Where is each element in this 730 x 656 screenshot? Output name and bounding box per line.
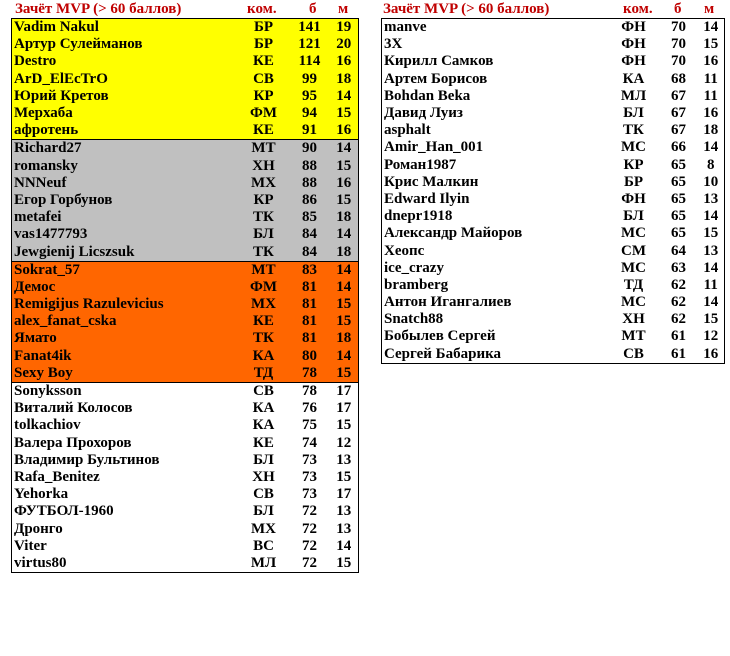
table-row [12,122,359,140]
place-value: 8 [698,157,725,174]
team-code: КА [238,417,290,434]
team-code: СВ [238,71,290,88]
team-code: БР [238,36,290,53]
right-header-place: м [704,1,715,17]
points-value: 84 [290,226,330,243]
team-code: ФН [608,19,660,37]
team-code: МХ [238,175,290,192]
points-value: 65 [660,157,698,174]
points-value: 91 [290,122,330,140]
table-row [382,71,725,88]
table-row [382,225,725,242]
points-value: 65 [660,174,698,191]
player-name: dnepr1918 [382,208,608,225]
player-name: Давид Луиз [382,105,608,122]
player-name: NNNeuf [12,175,238,192]
place-value: 15 [330,417,359,434]
player-name: tolkachiov [12,417,238,434]
player-name: romansky [12,158,238,175]
team-code: МЛ [608,88,660,105]
place-value: 15 [330,192,359,209]
table-row [12,158,359,175]
table-row [382,19,725,37]
player-name: Destro [12,53,238,70]
place-value: 15 [698,225,725,242]
points-value: 72 [290,538,330,555]
points-value: 95 [290,88,330,105]
place-value: 15 [698,36,725,53]
team-code: ВС [238,538,290,555]
points-value: 73 [290,469,330,486]
points-value: 81 [290,313,330,330]
table-row [382,208,725,225]
team-code: МХ [238,296,290,313]
points-value: 72 [290,555,330,573]
team-code: ФМ [238,105,290,122]
place-value: 18 [330,330,359,347]
place-value: 16 [330,175,359,192]
points-value: 67 [660,105,698,122]
place-value: 14 [698,139,725,156]
team-code: ХН [238,469,290,486]
place-value: 19 [330,19,359,37]
right-header-title: Зачёт MVP (> 60 баллов) [383,1,550,17]
player-name: Rafa_Benitez [12,469,238,486]
place-value: 18 [330,243,359,261]
place-value: 16 [330,122,359,140]
table-row [382,328,725,345]
left-table-body [12,19,359,573]
place-value: 15 [330,365,359,383]
place-value: 13 [330,452,359,469]
team-code: МХ [238,520,290,537]
table-row [382,36,725,53]
player-name: Amir_Han_001 [382,139,608,156]
table-row [12,192,359,209]
table-row [12,19,359,37]
table-row [12,555,359,573]
points-value: 72 [290,520,330,537]
place-value: 20 [330,36,359,53]
player-name: Sonyksson [12,382,238,400]
points-value: 70 [660,19,698,37]
table-row [12,36,359,53]
player-name: vas1477793 [12,226,238,243]
left-header-points: б [309,1,317,17]
points-value: 83 [290,261,330,279]
team-code: МТ [238,261,290,279]
team-code: КЕ [238,435,290,452]
player-name: Edward Ilyin [382,191,608,208]
place-value: 10 [698,174,725,191]
table-row [382,277,725,294]
player-name: manve [382,19,608,37]
place-value: 14 [698,208,725,225]
table-row [382,157,725,174]
table-row [12,243,359,261]
table-row [382,191,725,208]
player-name: Бобылев Сергей [382,328,608,345]
place-value: 14 [330,226,359,243]
points-value: 65 [660,191,698,208]
table-row [382,260,725,277]
points-value: 78 [290,365,330,383]
team-code: КР [238,88,290,105]
place-value: 14 [698,260,725,277]
points-value: 86 [290,192,330,209]
table-row [12,348,359,365]
place-value: 18 [330,71,359,88]
table-row [382,242,725,259]
team-code: ТК [238,330,290,347]
place-value: 17 [330,382,359,400]
player-name: ice_crazy [382,260,608,277]
table-row [12,71,359,88]
team-code: СВ [608,346,660,364]
points-value: 67 [660,122,698,139]
points-value: 68 [660,71,698,88]
table-row [12,330,359,347]
place-value: 11 [698,71,725,88]
right-header-team: ком. [623,1,653,17]
left-mvp-table [11,18,359,573]
table-row [12,382,359,400]
team-code: КР [238,192,290,209]
place-value: 11 [698,88,725,105]
table-row [382,53,725,70]
table-row [12,175,359,192]
team-code: КЕ [238,53,290,70]
team-code: КА [238,400,290,417]
player-name: Мерхаба [12,105,238,122]
points-value: 88 [290,158,330,175]
table-row [382,122,725,139]
left-header-team: ком. [247,1,277,17]
place-value: 14 [330,348,359,365]
place-value: 13 [330,520,359,537]
team-code: ТД [608,277,660,294]
points-value: 74 [290,435,330,452]
team-code: ХН [238,158,290,175]
player-name: Кирилл Самков [382,53,608,70]
player-name: Bohdan Beka [382,88,608,105]
player-name: asphalt [382,122,608,139]
table-row [12,226,359,243]
right-mvp-table [381,18,725,364]
player-name: Антон Игангалиев [382,294,608,311]
player-name: Виталий Колосов [12,400,238,417]
team-code: МС [608,225,660,242]
table-row [12,279,359,296]
player-name: Viter [12,538,238,555]
table-row [12,400,359,417]
player-name: афротень [12,122,238,140]
team-code: БЛ [608,208,660,225]
player-name: metafei [12,209,238,226]
team-code: СВ [238,382,290,400]
points-value: 65 [660,225,698,242]
place-value: 14 [330,140,359,158]
team-code: БР [608,174,660,191]
table-row [382,294,725,311]
player-name: alex_fanat_cska [12,313,238,330]
player-name: Jewgienij Licszsuk [12,243,238,261]
player-name: Артем Борисов [382,71,608,88]
team-code: БЛ [608,105,660,122]
table-row [382,311,725,328]
team-code: КА [238,348,290,365]
player-name: Дронго [12,520,238,537]
points-value: 70 [660,53,698,70]
table-row [12,209,359,226]
points-value: 84 [290,243,330,261]
table-row [382,174,725,191]
team-code: КЕ [238,122,290,140]
points-value: 75 [290,417,330,434]
player-name: Fanat4ik [12,348,238,365]
points-value: 64 [660,242,698,259]
place-value: 16 [698,105,725,122]
table-row [12,503,359,520]
player-name: Юрий Кретов [12,88,238,105]
player-name: Крис Малкин [382,174,608,191]
place-value: 18 [698,122,725,139]
right-header [381,0,724,18]
place-value: 13 [698,191,725,208]
table-row [382,346,725,364]
player-name: Валера Прохоров [12,435,238,452]
team-code: ФН [608,191,660,208]
table-row [12,486,359,503]
points-value: 81 [290,330,330,347]
team-code: ФМ [238,279,290,296]
left-header-place: м [338,1,349,17]
player-name: virtus80 [12,555,238,573]
player-name: Richard27 [12,140,238,158]
team-code: БЛ [238,226,290,243]
table-row [12,88,359,105]
right-table-body [382,19,725,364]
points-value: 67 [660,88,698,105]
player-name: Демос [12,279,238,296]
points-value: 81 [290,296,330,313]
team-code: ТК [238,209,290,226]
place-value: 14 [330,279,359,296]
points-value: 99 [290,71,330,88]
team-code: СМ [608,242,660,259]
place-value: 14 [698,294,725,311]
team-code: МС [608,260,660,277]
points-value: 88 [290,175,330,192]
player-name: Хеопс [382,242,608,259]
place-value: 14 [330,88,359,105]
left-header [11,0,358,18]
player-name: Vadim Nakul [12,19,238,37]
player-name: Ямато [12,330,238,347]
points-value: 141 [290,19,330,37]
points-value: 62 [660,294,698,311]
place-value: 17 [330,400,359,417]
points-value: 72 [290,503,330,520]
team-code: БР [238,19,290,37]
team-code: МЛ [238,555,290,573]
points-value: 70 [660,36,698,53]
left-mvp-panel [11,0,358,573]
player-name: Артур Сулейманов [12,36,238,53]
table-row [12,520,359,537]
place-value: 15 [330,469,359,486]
table-row [12,365,359,383]
place-value: 14 [698,19,725,37]
table-row [382,88,725,105]
points-value: 66 [660,139,698,156]
player-name: Snatch88 [382,311,608,328]
points-value: 85 [290,209,330,226]
team-code: КА [608,71,660,88]
team-code: СВ [238,486,290,503]
table-row [12,417,359,434]
points-value: 80 [290,348,330,365]
team-code: БЛ [238,452,290,469]
team-code: ТК [238,243,290,261]
player-name: Yehorka [12,486,238,503]
team-code: ТК [608,122,660,139]
team-code: ТД [238,365,290,383]
table-row [12,261,359,279]
team-code: ФН [608,36,660,53]
place-value: 15 [330,105,359,122]
team-code: КЕ [238,313,290,330]
points-value: 78 [290,382,330,400]
place-value: 15 [330,313,359,330]
place-value: 15 [698,311,725,328]
left-header-title: Зачёт MVP (> 60 баллов) [15,1,182,17]
team-code: ФН [608,53,660,70]
place-value: 14 [330,261,359,279]
player-name: Remigijus Razulevicius [12,296,238,313]
player-name: Сергей Бабарика [382,346,608,364]
points-value: 94 [290,105,330,122]
place-value: 15 [330,158,359,175]
table-row [12,538,359,555]
points-value: 65 [660,208,698,225]
place-value: 16 [698,53,725,70]
right-mvp-panel [381,0,724,364]
place-value: 16 [698,346,725,364]
points-value: 76 [290,400,330,417]
table-row [12,53,359,70]
points-value: 61 [660,328,698,345]
place-value: 12 [330,435,359,452]
table-row [12,296,359,313]
player-name: Роман1987 [382,157,608,174]
right-header-points: б [674,1,682,17]
table-row [12,105,359,122]
place-value: 11 [698,277,725,294]
player-name: ФУТБОЛ-1960 [12,503,238,520]
points-value: 63 [660,260,698,277]
player-name: bramberg [382,277,608,294]
place-value: 13 [698,242,725,259]
place-value: 15 [330,296,359,313]
table-row [12,452,359,469]
team-code: МТ [608,328,660,345]
table-row [12,435,359,452]
player-name: 3X [382,36,608,53]
place-value: 15 [330,555,359,573]
team-code: МТ [238,140,290,158]
table-row [12,469,359,486]
team-code: КР [608,157,660,174]
player-name: Sokrat_57 [12,261,238,279]
place-value: 16 [330,53,359,70]
points-value: 61 [660,346,698,364]
place-value: 18 [330,209,359,226]
table-row [382,105,725,122]
points-value: 73 [290,486,330,503]
team-code: МС [608,139,660,156]
player-name: Александр Майоров [382,225,608,242]
team-code: БЛ [238,503,290,520]
points-value: 114 [290,53,330,70]
team-code: МС [608,294,660,311]
table-row [12,140,359,158]
points-value: 62 [660,311,698,328]
place-value: 17 [330,486,359,503]
points-value: 90 [290,140,330,158]
player-name: Sexy Boy [12,365,238,383]
player-name: Егор Горбунов [12,192,238,209]
points-value: 73 [290,452,330,469]
player-name: ArD_ElEcTrO [12,71,238,88]
place-value: 14 [330,538,359,555]
place-value: 12 [698,328,725,345]
team-code: ХН [608,311,660,328]
points-value: 121 [290,36,330,53]
points-value: 62 [660,277,698,294]
table-row [12,313,359,330]
place-value: 13 [330,503,359,520]
table-row [382,139,725,156]
points-value: 81 [290,279,330,296]
player-name: Владимир Бультинов [12,452,238,469]
